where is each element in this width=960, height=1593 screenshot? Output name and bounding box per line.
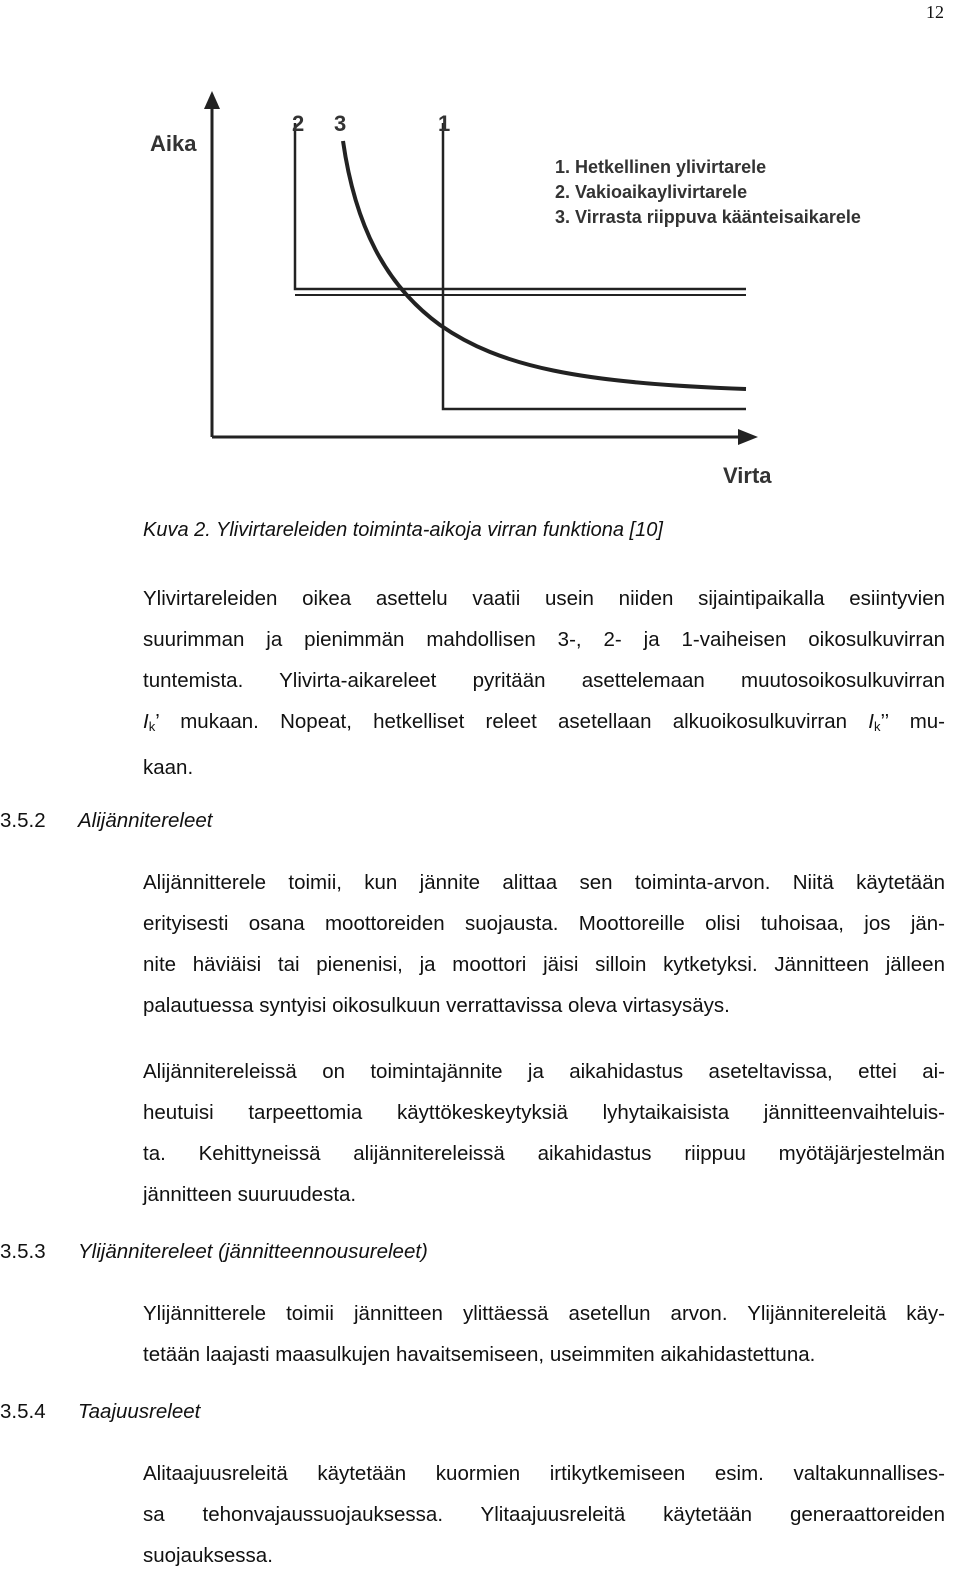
text-line: kaan.: [143, 756, 194, 779]
legend-item-1: 1. Hetkellinen ylivirtarele: [555, 157, 767, 177]
text-line: Alijännitereleissä on toimintajännite ja aikahidastus aseteltavissa, ettei ai-: [143, 1060, 945, 1083]
text-line: Alijännitterele toimii, kun jännite alittaa sen toiminta-arvon. Niitä käytetään: [143, 871, 945, 894]
text-line: nite häviäisi tai pienenisi, ja moottori jäisi silloin kytketyksi. Jännitteen jälleen: [143, 953, 945, 976]
subscript-k: k: [873, 719, 881, 734]
x-axis-arrow: [738, 429, 758, 445]
curve-marker-2: 2: [292, 111, 305, 136]
text-line: suojauksessa.: [143, 1544, 273, 1567]
paragraph-overcurrent-settings: [143, 578, 945, 788]
curve-marker-1: 1: [438, 111, 451, 136]
text-line: ta. Kehittyneissä alijännitereleissä aikahidastus riippuu myötäjärjestelmän: [143, 1142, 945, 1165]
legend-item-3: 3. Virrasta riippuva käänteisaikarele: [555, 207, 861, 227]
text-line: [143, 701, 945, 747]
y-axis-label: Aika: [150, 131, 197, 156]
section-heading-3-5-3: [0, 1240, 428, 1264]
curve-3-inverse-time: [343, 141, 746, 389]
text-line: tetään laajasti maasulkujen havaitsemiseen, useimmiten aikahidastettuna.: [143, 1343, 816, 1366]
curve-2-definite-time: [295, 123, 746, 289]
text-line: Alitaajuusreleitä käytetään kuormien irtikytkemiseen esim. valtakunnallises-: [143, 1462, 945, 1485]
text-line: Ylivirtareleiden oikea asettelu vaatii usein niiden sijaintipaikalla esiintyvien: [143, 587, 945, 610]
paragraph-overvoltage-relay: [143, 1293, 945, 1375]
section-title: Ylijännitereleet (jännitteennousureleet): [78, 1240, 428, 1263]
relay-characteristics-figure: [140, 75, 861, 515]
legend-item-2: 2. Vakioaikaylivirtarele: [555, 182, 748, 202]
text-line: suurimman ja pienimmän mahdollisen 3-, 2- ja 1-vaiheisen oikosulkuvirran: [143, 628, 945, 651]
text-line: erityisesti osana moottoreiden suojausta. Moottoreille olisi tuhoisaa, jos jän-: [143, 912, 945, 935]
section-title: Taajuusreleet: [78, 1400, 201, 1423]
paragraph-frequency-relay: [143, 1453, 945, 1576]
text-fragment: ’’ mu-: [880, 710, 945, 733]
section-number: 3.5.3: [0, 1240, 46, 1263]
text-fragment: ’ mukaan. Nopeat, hetkelliset releet asetellaan alkuoikosulkuvirran: [155, 710, 869, 733]
text-line: tuntemista. Ylivirta-aikareleet pyritään asettelemaan muutosoikosulkuvirran: [143, 669, 945, 692]
section-number: 3.5.2: [0, 809, 46, 832]
curve-marker-3: 3: [334, 111, 347, 136]
text-line: jännitteen suuruudesta.: [143, 1183, 357, 1206]
symbol-i: I: [868, 710, 874, 733]
figure-caption: Kuva 2. Ylivirtareleiden toiminta-aikoja virran funktiona [10]: [143, 519, 663, 541]
section-number: 3.5.4: [0, 1400, 46, 1423]
section-title: Alijännitereleet: [78, 809, 213, 832]
paragraph-undervoltage-relay: [143, 862, 945, 1026]
text-line: sa tehonvajaussuojauksessa. Ylitaajuusreleitä käytetään generaattoreiden: [143, 1503, 945, 1526]
text-line: Ylijännitterele toimii jännitteen ylittäessä asetellun arvon. Ylijännitereleitä käy-: [143, 1302, 945, 1325]
relay-characteristics-diagram: [140, 75, 861, 515]
page-number: 12: [926, 2, 944, 22]
x-axis-label: Virta: [723, 463, 772, 488]
y-axis-arrow: [204, 91, 220, 109]
text-line: palautuessa syntyisi oikosulkuun verrattavissa oleva virtasysäys.: [143, 994, 730, 1017]
symbol-i: I: [143, 710, 149, 733]
section-heading-3-5-4: [0, 1400, 200, 1424]
subscript-k: k: [148, 719, 156, 734]
paragraph-undervoltage-settings: [143, 1051, 945, 1215]
section-heading-3-5-2: [0, 809, 212, 833]
text-line: heutuisi tarpeettomia käyttökeskeytyksiä lyhytaikaisista jännitteenvaihteluis-: [143, 1101, 945, 1124]
